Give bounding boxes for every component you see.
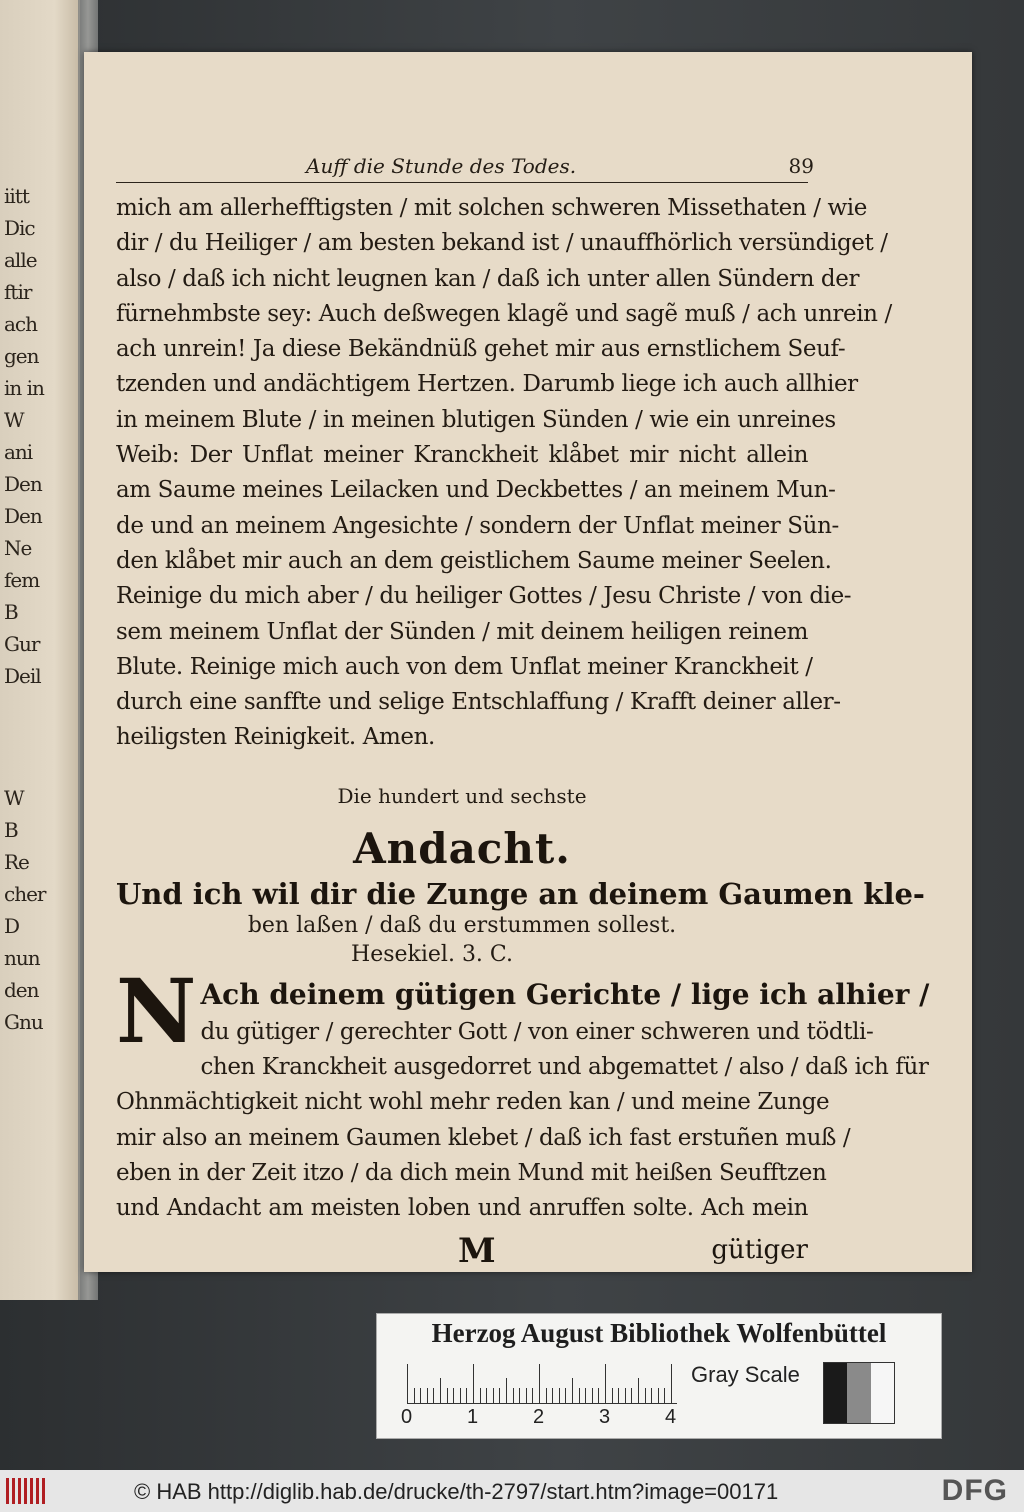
ruler-tick [473, 1364, 474, 1404]
margin-fragment: Gnu [4, 1010, 43, 1034]
left-page-fragments [4, 180, 66, 1038]
margin-fragment: B [4, 818, 18, 842]
ruler-tick [480, 1388, 481, 1404]
gray-swatch [847, 1363, 870, 1423]
text-line: in meinem Blute / in meinen blutigen Sünden / wie ein unreines [116, 406, 836, 433]
ruler-tick [519, 1388, 520, 1404]
margin-fragment: cher [4, 882, 46, 906]
margin-fragment: ftir [4, 280, 32, 304]
text-line: du gütiger / gerechter Gott / von einer schweren und tödtli- [200, 1018, 874, 1045]
running-head: Auff die Stunde des Todes. [306, 154, 577, 178]
ruler-tick [651, 1388, 652, 1404]
ruler-label: 2 [533, 1406, 545, 1428]
page-footer [116, 1231, 808, 1275]
motto-line-2: ben laßen / daß du erstummen sollest. [247, 912, 677, 938]
page-number: 89 [788, 154, 814, 178]
margin-fragment: alle [4, 248, 37, 272]
margin-fragment: fem [4, 568, 40, 592]
text-line: durch eine sanffte und selige Entschlaffung / Krafft deiner aller- [116, 689, 841, 716]
text-line: mir also an meinem Gaumen klebet / daß ich fast erstuñen muß / [116, 1124, 851, 1151]
ruler-tick [658, 1388, 659, 1404]
ruler-tick [414, 1388, 415, 1404]
margin-fragment: W [4, 408, 24, 432]
ruler-label: 0 [401, 1406, 413, 1428]
ruler-tick [638, 1378, 639, 1404]
text-line: den klåbet mir auch an dem geistlichem Saume meiner Seelen. [116, 547, 832, 574]
margin-gap [4, 692, 66, 782]
dfg-logo: DFG [941, 1474, 1008, 1507]
library-name: Herzog August Bibliothek Wolfenbüttel [431, 1318, 887, 1348]
text-line: tzenden und andächtigem Hertzen. Darumb liege ich auch allhier [116, 371, 858, 398]
text-line: de und an meinem Angesichte / sondern der Unflat meiner Sün- [116, 512, 839, 539]
text-line: Ohnmächtigkeit nicht wohl mehr reden kan / und meine Zunge [116, 1089, 830, 1116]
text-line: Reinige du mich aber / du heiliger Gottes / Jesu Christe / von die- [116, 583, 852, 610]
ruler-tick [407, 1364, 408, 1404]
ruler-tick [447, 1388, 448, 1404]
ruler-tick [664, 1388, 665, 1404]
opening-line: Ach deinem gütigen Gerichte / lige ich alhier / [200, 977, 930, 1011]
second-prayer [116, 958, 930, 1227]
margin-fragment: ach [4, 312, 38, 336]
margin-fragment: Deil [4, 664, 41, 688]
ruler-tick [631, 1388, 632, 1404]
ruler-tick [559, 1388, 560, 1404]
ruler-tick [565, 1388, 566, 1404]
text-line: heiligsten Reinigkeit. Amen. [116, 724, 435, 751]
prayer-text [116, 191, 892, 756]
calibration-card [376, 1313, 942, 1439]
ruler-tick [420, 1388, 421, 1404]
ruler-tick [506, 1378, 507, 1404]
margin-fragment: Dic [4, 216, 35, 240]
ruler-label: 4 [665, 1406, 677, 1428]
ruler-tick [440, 1378, 441, 1404]
text-line: eben in der Zeit itzo / da dich mein Mund mit heißen Seufftzen [116, 1159, 827, 1186]
margin-fragment: Den [4, 504, 42, 528]
ruler-tick [612, 1388, 613, 1404]
margin-fragment: iitt [4, 184, 29, 208]
ruler-tick [585, 1388, 586, 1404]
margin-fragment: nun [4, 946, 40, 970]
text-line: dir / du Heiliger / am besten bekand ist / unauffhörlich versündiget / [116, 230, 888, 257]
margin-fragment: D [4, 914, 20, 938]
ruler-tick [526, 1388, 527, 1404]
ruler-label: 3 [599, 1406, 611, 1428]
hab-logo-icon [6, 1478, 46, 1504]
section-heading: Die hundert und sechste [337, 783, 587, 808]
ruler-tick [460, 1388, 461, 1404]
page-content [116, 152, 930, 1275]
drop-capital: N [116, 958, 197, 1063]
text-line: fürnehmbste sey: Auch deßwegen klagẽ und sagẽ muß / ach unrein / [116, 300, 892, 327]
section-title: Andacht. [353, 823, 571, 873]
ruler-tick [453, 1388, 454, 1404]
gray-swatch [824, 1363, 847, 1423]
text-line: am Saume meines Leilacken und Deckbettes / an meinem Mun- [116, 477, 836, 504]
ruler-tick [532, 1388, 533, 1404]
ruler-tick [427, 1388, 428, 1404]
ruler-tick [539, 1364, 540, 1404]
text-line: chen Kranckheit ausgedorret und abgemattet / also / daß ich für [200, 1054, 929, 1081]
ruler-tick [645, 1388, 646, 1404]
gray-scale-swatches [823, 1362, 895, 1424]
text-line: Weib: Der Unflat meiner Kranckheit klåbet mir nicht allein [116, 442, 808, 469]
text-line: ach unrein! Ja diese Bekändnüß gehet mir aus ernstlichem Seuf- [116, 336, 846, 363]
ruler-tick [513, 1388, 514, 1404]
catchword: gütiger [711, 1234, 808, 1265]
margin-fragment: in in [4, 376, 44, 400]
ruler-tick [546, 1388, 547, 1404]
ruler-tick [592, 1388, 593, 1404]
book-page [84, 52, 972, 1272]
margin-fragment: Re [4, 850, 29, 874]
text-line: und Andacht am meisten loben und anruffen solte. Ach mein [116, 1195, 808, 1222]
ruler-tick [579, 1388, 580, 1404]
viewer-footer [0, 1470, 1024, 1512]
ruler-tick [572, 1378, 573, 1404]
text-line: Blute. Reinige mich auch von dem Unflat meiner Kranckheit / [116, 653, 813, 680]
bible-citation: Hesekiel. 3. C. [351, 941, 513, 967]
gray-scale-label: Gray Scale [691, 1362, 800, 1387]
margin-fragment: ani [4, 440, 33, 464]
margin-fragment: Ne [4, 536, 32, 560]
ruler-tick [433, 1388, 434, 1404]
margin-fragment: Den [4, 472, 42, 496]
ruler-tick [552, 1388, 553, 1404]
scale-ruler [407, 1364, 677, 1404]
text-line: also / daß ich nicht leugnen kan / daß ich unter allen Sündern der [116, 265, 860, 292]
page-header [116, 152, 814, 183]
gray-swatch [871, 1363, 894, 1423]
margin-fragment: Gur [4, 632, 40, 656]
ruler-tick [466, 1388, 467, 1404]
signature-mark: M [458, 1230, 496, 1271]
motto-line-1: Und ich wil dir die Zunge an deinem Gaumen kle- [116, 876, 925, 911]
ruler-tick [625, 1388, 626, 1404]
ruler-tick [486, 1388, 487, 1404]
margin-fragment: B [4, 600, 18, 624]
copyright-link[interactable]: © HAB http://diglib.hab.de/drucke/th-2797/start.htm?image=00171 [134, 1479, 779, 1504]
margin-fragment: gen [4, 344, 39, 368]
ruler-tick [598, 1388, 599, 1404]
margin-fragment: den [4, 978, 39, 1002]
left-page-edge [0, 0, 80, 1300]
text-line: sem meinem Unflat der Sünden / mit deinem heiligen reinem [116, 618, 809, 645]
margin-fragment: W [4, 786, 24, 810]
ruler-tick [499, 1388, 500, 1404]
text-line: mich am allerhefftigsten / mit solchen schweren Missethaten / wie [116, 195, 867, 221]
ruler-tick [671, 1364, 672, 1404]
ruler-label: 1 [467, 1406, 479, 1428]
ruler-tick [493, 1388, 494, 1404]
ruler-tick [605, 1364, 606, 1404]
second-prayer-lines [116, 1015, 929, 1227]
ruler-tick [618, 1388, 619, 1404]
